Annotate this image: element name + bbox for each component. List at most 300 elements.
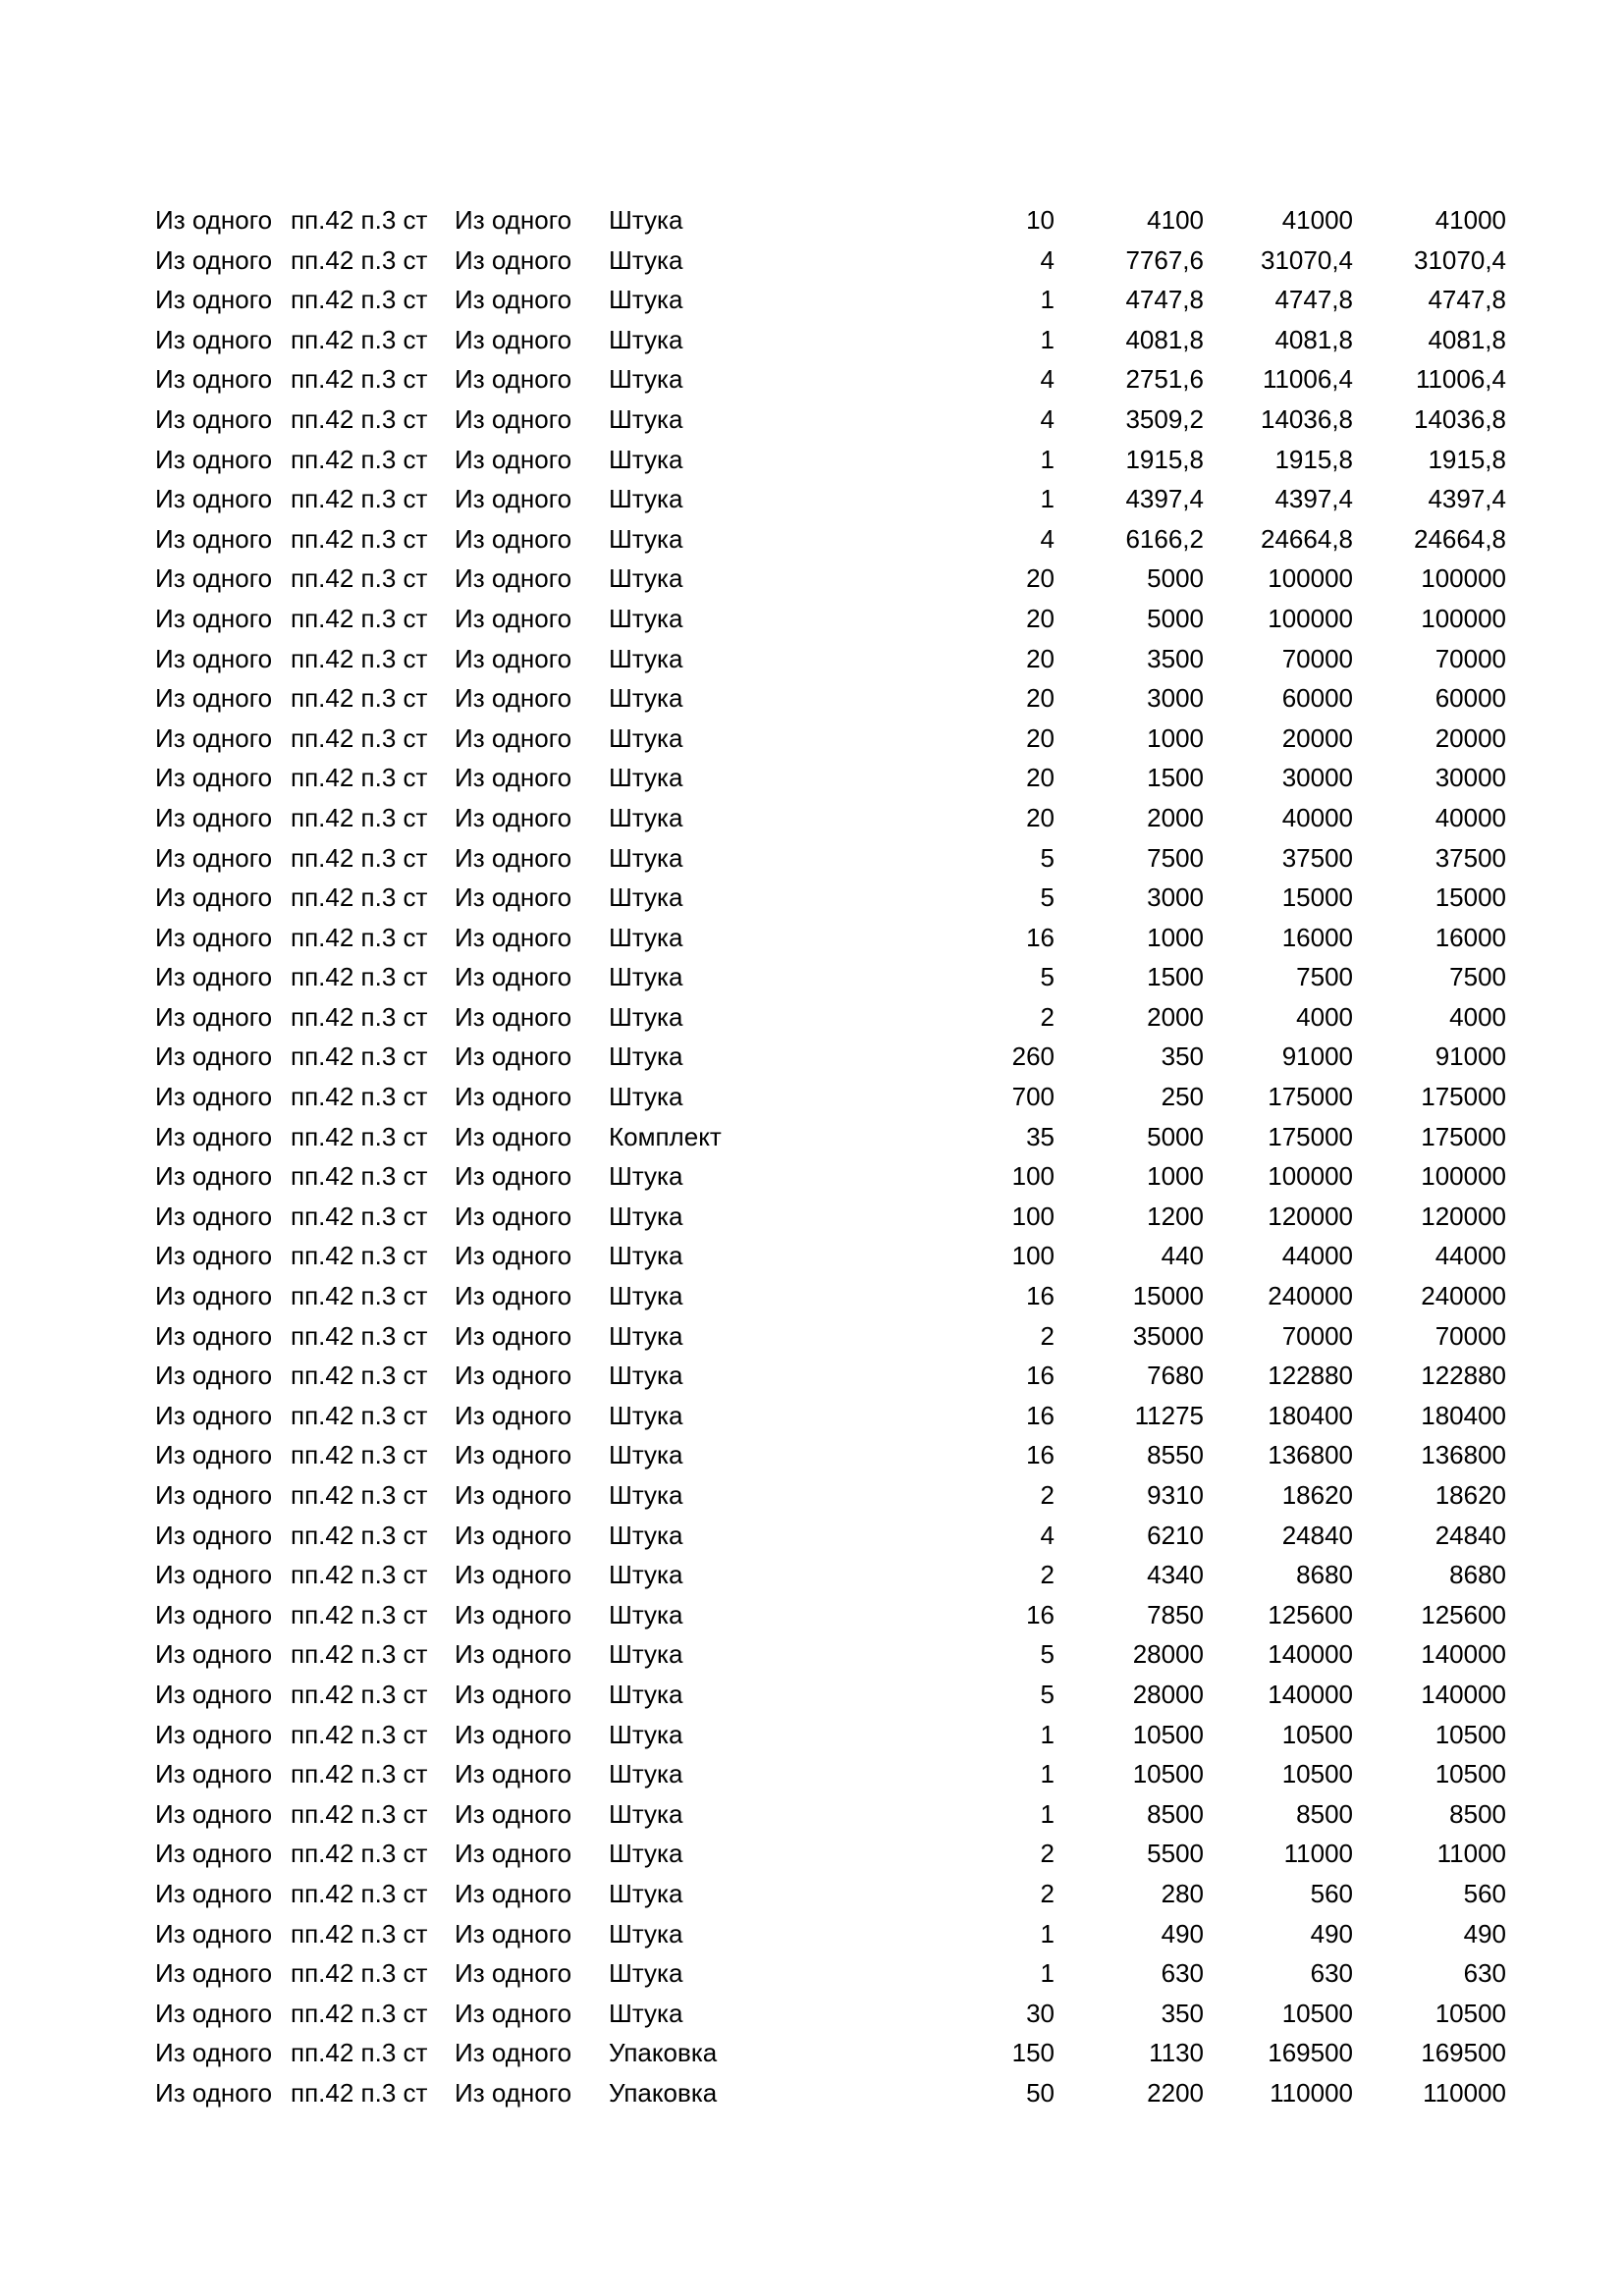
table-row xyxy=(155,1634,1506,1675)
cell-unit-price: 11275 xyxy=(1134,1400,1204,1430)
cell-quantity: 2 xyxy=(1040,1001,1055,1032)
cell-unit: Штука xyxy=(609,1281,683,1311)
cell-supplier-type: Из одного xyxy=(455,802,572,832)
cell-supplier-type: Из одного xyxy=(455,285,572,315)
cell-unit: Штука xyxy=(609,1839,683,1869)
cell-unit: Штука xyxy=(609,1361,683,1391)
cell-amount: 240000 xyxy=(1268,1281,1353,1311)
cell-purchase-method: Из одного xyxy=(155,1161,273,1192)
cell-total: 110000 xyxy=(1423,2077,1506,2108)
cell-supplier-type: Из одного xyxy=(455,1839,572,1869)
cell-quantity: 1 xyxy=(1040,1958,1055,1989)
table-row xyxy=(155,1675,1506,1715)
cell-unit: Штука xyxy=(609,882,683,913)
cell-unit: Штука xyxy=(609,1918,683,1949)
cell-supplier-type: Из одного xyxy=(455,1998,572,2028)
cell-quantity: 5 xyxy=(1040,1639,1055,1670)
cell-purchase-method: Из одного xyxy=(155,1440,273,1470)
cell-unit-price: 5000 xyxy=(1147,603,1204,633)
cell-unit-price: 7500 xyxy=(1147,842,1204,873)
cell-total: 4000 xyxy=(1449,1001,1506,1032)
cell-amount: 8680 xyxy=(1296,1560,1353,1590)
cell-supplier-type: Из одного xyxy=(455,2077,572,2108)
cell-amount: 125600 xyxy=(1268,1599,1353,1629)
cell-purchase-method: Из одного xyxy=(155,1320,273,1351)
cell-unit-price: 350 xyxy=(1161,1998,1204,2028)
cell-legal-basis: пп.42 п.3 ст xyxy=(291,244,428,275)
cell-amount: 4397,4 xyxy=(1274,484,1353,514)
cell-amount: 10500 xyxy=(1281,1998,1353,2028)
cell-amount: 24664,8 xyxy=(1261,523,1353,554)
table-row xyxy=(155,320,1506,360)
cell-purchase-method: Из одного xyxy=(155,962,273,992)
cell-purchase-method: Из одного xyxy=(155,1918,273,1949)
cell-total: 44000 xyxy=(1435,1241,1506,1271)
cell-quantity: 20 xyxy=(1026,802,1055,832)
cell-unit-price: 5500 xyxy=(1147,1839,1204,1869)
cell-unit: Штука xyxy=(609,1480,683,1510)
cell-amount: 175000 xyxy=(1268,1121,1353,1151)
cell-supplier-type: Из одного xyxy=(455,1878,572,1908)
cell-legal-basis: пп.42 п.3 ст xyxy=(291,1281,428,1311)
cell-total: 1915,8 xyxy=(1428,444,1506,474)
cell-purchase-method: Из одного xyxy=(155,643,273,673)
cell-supplier-type: Из одного xyxy=(455,1480,572,1510)
cell-unit: Штука xyxy=(609,1520,683,1550)
cell-unit-price: 630 xyxy=(1161,1958,1204,1989)
cell-unit: Штука xyxy=(609,922,683,952)
cell-total: 100000 xyxy=(1421,603,1506,633)
cell-supplier-type: Из одного xyxy=(455,603,572,633)
cell-purchase-method: Из одного xyxy=(155,484,273,514)
cell-supplier-type: Из одного xyxy=(455,244,572,275)
cell-quantity: 1 xyxy=(1040,285,1055,315)
table-row xyxy=(155,240,1506,281)
cell-quantity: 1 xyxy=(1040,1759,1055,1789)
cell-unit: Штука xyxy=(609,205,683,235)
cell-amount: 1915,8 xyxy=(1274,444,1353,474)
cell-legal-basis: пп.42 п.3 ст xyxy=(291,523,428,554)
cell-purchase-method: Из одного xyxy=(155,1361,273,1391)
table-row xyxy=(155,1834,1506,1874)
table-row xyxy=(155,1754,1506,1794)
cell-amount: 11000 xyxy=(1283,1839,1353,1869)
cell-total: 11000 xyxy=(1436,1839,1506,1869)
cell-legal-basis: пп.42 п.3 ст xyxy=(291,1599,428,1629)
cell-unit-price: 10500 xyxy=(1132,1719,1204,1749)
cell-supplier-type: Из одного xyxy=(455,1440,572,1470)
cell-unit-price: 4100 xyxy=(1147,205,1204,235)
cell-unit: Штука xyxy=(609,603,683,633)
table-row xyxy=(155,918,1506,958)
table-row xyxy=(155,479,1506,519)
cell-unit-price: 8550 xyxy=(1147,1440,1204,1470)
cell-total: 7500 xyxy=(1449,962,1506,992)
cell-purchase-method: Из одного xyxy=(155,683,273,714)
table-row xyxy=(155,1475,1506,1516)
cell-total: 31070,4 xyxy=(1414,244,1506,275)
cell-legal-basis: пп.42 п.3 ст xyxy=(291,1400,428,1430)
cell-quantity: 1 xyxy=(1040,1798,1055,1829)
cell-quantity: 1 xyxy=(1040,444,1055,474)
cell-supplier-type: Из одного xyxy=(455,882,572,913)
cell-amount: 100000 xyxy=(1268,563,1353,594)
cell-amount: 11006,4 xyxy=(1262,364,1353,395)
cell-purchase-method: Из одного xyxy=(155,1998,273,2028)
cell-supplier-type: Из одного xyxy=(455,324,572,354)
cell-amount: 136800 xyxy=(1268,1440,1353,1470)
cell-quantity: 20 xyxy=(1026,643,1055,673)
table-row xyxy=(155,1156,1506,1197)
cell-unit: Штука xyxy=(609,1998,683,2028)
cell-amount: 110000 xyxy=(1270,2077,1353,2108)
cell-unit-price: 3000 xyxy=(1147,882,1204,913)
table-row xyxy=(155,280,1506,320)
cell-purchase-method: Из одного xyxy=(155,722,273,753)
cell-amount: 31070,4 xyxy=(1261,244,1353,275)
cell-unit-price: 3000 xyxy=(1147,683,1204,714)
cell-amount: 4000 xyxy=(1296,1001,1353,1032)
cell-purchase-method: Из одного xyxy=(155,1560,273,1590)
cell-unit-price: 28000 xyxy=(1132,1679,1204,1709)
cell-unit: Штука xyxy=(609,1320,683,1351)
cell-legal-basis: пп.42 п.3 ст xyxy=(291,285,428,315)
cell-unit: Штука xyxy=(609,403,683,434)
cell-total: 70000 xyxy=(1435,1320,1506,1351)
cell-total: 8500 xyxy=(1449,1798,1506,1829)
cell-amount: 100000 xyxy=(1268,603,1353,633)
cell-supplier-type: Из одного xyxy=(455,1520,572,1550)
cell-quantity: 1 xyxy=(1040,484,1055,514)
cell-supplier-type: Из одного xyxy=(455,722,572,753)
cell-total: 11006,4 xyxy=(1415,364,1506,395)
cell-legal-basis: пп.42 п.3 ст xyxy=(291,1161,428,1192)
cell-supplier-type: Из одного xyxy=(455,1719,572,1749)
cell-quantity: 150 xyxy=(1011,2038,1055,2068)
cell-amount: 15000 xyxy=(1281,882,1353,913)
cell-total: 560 xyxy=(1463,1878,1506,1908)
cell-quantity: 100 xyxy=(1011,1161,1055,1192)
table-row xyxy=(155,519,1506,560)
cell-quantity: 100 xyxy=(1011,1201,1055,1231)
cell-legal-basis: пп.42 п.3 ст xyxy=(291,643,428,673)
cell-purchase-method: Из одного xyxy=(155,1520,273,1550)
table-row xyxy=(155,559,1506,599)
cell-purchase-method: Из одного xyxy=(155,364,273,395)
cell-purchase-method: Из одного xyxy=(155,603,273,633)
table-row xyxy=(155,2073,1506,2113)
table-row xyxy=(155,1117,1506,1157)
cell-amount: 40000 xyxy=(1281,802,1353,832)
cell-quantity: 260 xyxy=(1011,1041,1055,1072)
cell-legal-basis: пп.42 п.3 ст xyxy=(291,1440,428,1470)
cell-supplier-type: Из одного xyxy=(455,1041,572,1072)
cell-amount: 70000 xyxy=(1281,1320,1353,1351)
cell-purchase-method: Из одного xyxy=(155,922,273,952)
cell-total: 14036,8 xyxy=(1414,403,1506,434)
table-row xyxy=(155,359,1506,400)
cell-legal-basis: пп.42 п.3 ст xyxy=(291,403,428,434)
cell-unit: Штука xyxy=(609,1639,683,1670)
cell-purchase-method: Из одного xyxy=(155,2038,273,2068)
cell-amount: 37500 xyxy=(1281,842,1353,873)
table-row xyxy=(155,2033,1506,2073)
cell-unit: Штука xyxy=(609,1161,683,1192)
cell-unit: Штука xyxy=(609,683,683,714)
cell-unit-price: 1915,8 xyxy=(1125,444,1204,474)
cell-purchase-method: Из одного xyxy=(155,842,273,873)
cell-total: 24840 xyxy=(1435,1520,1506,1550)
cell-purchase-method: Из одного xyxy=(155,1241,273,1271)
cell-unit: Штука xyxy=(609,1679,683,1709)
cell-legal-basis: пп.42 п.3 ст xyxy=(291,1560,428,1590)
cell-purchase-method: Из одного xyxy=(155,1001,273,1032)
cell-amount: 120000 xyxy=(1268,1201,1353,1231)
cell-unit-price: 1500 xyxy=(1147,763,1204,793)
table-row xyxy=(155,440,1506,480)
cell-unit-price: 1130 xyxy=(1149,2038,1204,2068)
cell-unit-price: 4397,4 xyxy=(1125,484,1204,514)
cell-supplier-type: Из одного xyxy=(455,205,572,235)
cell-unit: Штука xyxy=(609,1082,683,1112)
cell-unit-price: 250 xyxy=(1161,1082,1204,1112)
cell-unit-price: 1000 xyxy=(1147,1161,1204,1192)
cell-supplier-type: Из одного xyxy=(455,1918,572,1949)
cell-purchase-method: Из одного xyxy=(155,205,273,235)
cell-purchase-method: Из одного xyxy=(155,1798,273,1829)
cell-total: 41000 xyxy=(1435,205,1506,235)
cell-supplier-type: Из одного xyxy=(455,1082,572,1112)
cell-purchase-method: Из одного xyxy=(155,324,273,354)
table-row xyxy=(155,997,1506,1038)
cell-supplier-type: Из одного xyxy=(455,403,572,434)
cell-unit: Штука xyxy=(609,1560,683,1590)
cell-unit: Упаковка xyxy=(609,2077,718,2108)
cell-unit-price: 1000 xyxy=(1147,722,1204,753)
cell-quantity: 100 xyxy=(1011,1241,1055,1271)
cell-unit: Штука xyxy=(609,763,683,793)
cell-supplier-type: Из одного xyxy=(455,1798,572,1829)
cell-quantity: 5 xyxy=(1040,962,1055,992)
cell-unit-price: 10500 xyxy=(1132,1759,1204,1789)
cell-total: 630 xyxy=(1463,1958,1506,1989)
cell-purchase-method: Из одного xyxy=(155,1041,273,1072)
cell-amount: 70000 xyxy=(1281,643,1353,673)
cell-legal-basis: пп.42 п.3 ст xyxy=(291,1520,428,1550)
cell-total: 20000 xyxy=(1435,722,1506,753)
cell-supplier-type: Из одного xyxy=(455,1241,572,1271)
cell-total: 10500 xyxy=(1435,1998,1506,2028)
cell-supplier-type: Из одного xyxy=(455,1560,572,1590)
table-row xyxy=(155,1874,1506,1914)
table-row xyxy=(155,1914,1506,1954)
cell-purchase-method: Из одного xyxy=(155,1599,273,1629)
cell-amount: 20000 xyxy=(1281,722,1353,753)
cell-unit: Упаковка xyxy=(609,2038,718,2068)
cell-unit-price: 35000 xyxy=(1132,1320,1204,1351)
cell-purchase-method: Из одного xyxy=(155,563,273,594)
cell-quantity: 16 xyxy=(1026,1440,1055,1470)
cell-purchase-method: Из одного xyxy=(155,244,273,275)
cell-amount: 24840 xyxy=(1281,1520,1353,1550)
cell-total: 16000 xyxy=(1435,922,1506,952)
cell-purchase-method: Из одного xyxy=(155,882,273,913)
cell-purchase-method: Из одного xyxy=(155,1679,273,1709)
cell-purchase-method: Из одного xyxy=(155,1281,273,1311)
cell-amount: 60000 xyxy=(1281,683,1353,714)
cell-unit-price: 6166,2 xyxy=(1125,523,1204,554)
cell-quantity: 10 xyxy=(1026,205,1055,235)
cell-unit: Штука xyxy=(609,285,683,315)
cell-purchase-method: Из одного xyxy=(155,1082,273,1112)
cell-quantity: 1 xyxy=(1040,1719,1055,1749)
table-row xyxy=(155,1236,1506,1276)
data-table xyxy=(155,200,1506,2113)
cell-legal-basis: пп.42 п.3 ст xyxy=(291,1241,428,1271)
cell-amount: 4747,8 xyxy=(1274,285,1353,315)
cell-purchase-method: Из одного xyxy=(155,1719,273,1749)
cell-total: 40000 xyxy=(1435,802,1506,832)
cell-supplier-type: Из одного xyxy=(455,683,572,714)
cell-legal-basis: пп.42 п.3 ст xyxy=(291,1082,428,1112)
cell-amount: 175000 xyxy=(1268,1082,1353,1112)
table-row xyxy=(155,599,1506,639)
cell-supplier-type: Из одного xyxy=(455,1320,572,1351)
cell-unit: Штука xyxy=(609,643,683,673)
cell-legal-basis: пп.42 п.3 ст xyxy=(291,563,428,594)
cell-total: 240000 xyxy=(1421,1281,1506,1311)
cell-quantity: 16 xyxy=(1026,1400,1055,1430)
cell-unit: Штука xyxy=(609,484,683,514)
cell-legal-basis: пп.42 п.3 ст xyxy=(291,1918,428,1949)
cell-unit-price: 4081,8 xyxy=(1125,324,1204,354)
cell-supplier-type: Из одного xyxy=(455,563,572,594)
cell-legal-basis: пп.42 п.3 ст xyxy=(291,1958,428,1989)
cell-supplier-type: Из одного xyxy=(455,1001,572,1032)
cell-legal-basis: пп.42 п.3 ст xyxy=(291,1320,428,1351)
cell-purchase-method: Из одного xyxy=(155,1400,273,1430)
cell-quantity: 2 xyxy=(1040,1480,1055,1510)
cell-supplier-type: Из одного xyxy=(455,1679,572,1709)
cell-amount: 10500 xyxy=(1281,1719,1353,1749)
cell-unit-price: 8500 xyxy=(1147,1798,1204,1829)
cell-legal-basis: пп.42 п.3 ст xyxy=(291,2038,428,2068)
cell-supplier-type: Из одного xyxy=(455,643,572,673)
cell-supplier-type: Из одного xyxy=(455,1958,572,1989)
table-row xyxy=(155,957,1506,997)
cell-unit: Штука xyxy=(609,802,683,832)
cell-unit-price: 28000 xyxy=(1132,1639,1204,1670)
cell-amount: 100000 xyxy=(1268,1161,1353,1192)
cell-amount: 560 xyxy=(1310,1878,1353,1908)
table-row xyxy=(155,838,1506,879)
cell-quantity: 1 xyxy=(1040,324,1055,354)
cell-unit-price: 1200 xyxy=(1147,1201,1204,1231)
cell-legal-basis: пп.42 п.3 ст xyxy=(291,1839,428,1869)
cell-unit-price: 15000 xyxy=(1132,1281,1204,1311)
cell-total: 15000 xyxy=(1435,882,1506,913)
table-row xyxy=(155,719,1506,759)
cell-legal-basis: пп.42 п.3 ст xyxy=(291,962,428,992)
cell-total: 37500 xyxy=(1435,842,1506,873)
cell-quantity: 16 xyxy=(1026,1599,1055,1629)
cell-legal-basis: пп.42 п.3 ст xyxy=(291,683,428,714)
cell-legal-basis: пп.42 п.3 ст xyxy=(291,1480,428,1510)
cell-total: 30000 xyxy=(1435,763,1506,793)
table-row xyxy=(155,1077,1506,1117)
cell-unit: Штука xyxy=(609,1400,683,1430)
cell-quantity: 2 xyxy=(1040,1878,1055,1908)
cell-purchase-method: Из одного xyxy=(155,1958,273,1989)
table-row xyxy=(155,1356,1506,1396)
cell-unit-price: 490 xyxy=(1161,1918,1204,1949)
cell-legal-basis: пп.42 п.3 ст xyxy=(291,1001,428,1032)
table-row xyxy=(155,1316,1506,1357)
cell-purchase-method: Из одного xyxy=(155,1759,273,1789)
cell-supplier-type: Из одного xyxy=(455,1161,572,1192)
cell-unit: Штука xyxy=(609,962,683,992)
cell-amount: 30000 xyxy=(1281,763,1353,793)
cell-total: 120000 xyxy=(1421,1201,1506,1231)
cell-total: 10500 xyxy=(1435,1719,1506,1749)
cell-quantity: 5 xyxy=(1040,1679,1055,1709)
cell-legal-basis: пп.42 п.3 ст xyxy=(291,1041,428,1072)
cell-quantity: 16 xyxy=(1026,1361,1055,1391)
cell-unit: Штука xyxy=(609,1440,683,1470)
cell-unit: Штука xyxy=(609,1041,683,1072)
cell-supplier-type: Из одного xyxy=(455,1121,572,1151)
cell-unit: Штука xyxy=(609,722,683,753)
cell-purchase-method: Из одного xyxy=(155,1201,273,1231)
cell-total: 70000 xyxy=(1435,643,1506,673)
cell-amount: 10500 xyxy=(1281,1759,1353,1789)
cell-unit-price: 2000 xyxy=(1147,1001,1204,1032)
cell-quantity: 20 xyxy=(1026,763,1055,793)
cell-purchase-method: Из одного xyxy=(155,763,273,793)
cell-purchase-method: Из одного xyxy=(155,403,273,434)
cell-supplier-type: Из одного xyxy=(455,962,572,992)
cell-quantity: 20 xyxy=(1026,563,1055,594)
cell-total: 4747,8 xyxy=(1428,285,1506,315)
cell-quantity: 4 xyxy=(1040,403,1055,434)
cell-unit: Штука xyxy=(609,1201,683,1231)
table-row xyxy=(155,1276,1506,1316)
cell-quantity: 700 xyxy=(1011,1082,1055,1112)
cell-total: 8680 xyxy=(1449,1560,1506,1590)
cell-supplier-type: Из одного xyxy=(455,444,572,474)
cell-legal-basis: пп.42 п.3 ст xyxy=(291,802,428,832)
cell-legal-basis: пп.42 п.3 ст xyxy=(291,1998,428,2028)
cell-quantity: 16 xyxy=(1026,922,1055,952)
cell-quantity: 16 xyxy=(1026,1281,1055,1311)
cell-total: 122880 xyxy=(1421,1361,1506,1391)
cell-total: 4397,4 xyxy=(1428,484,1506,514)
cell-unit-price: 350 xyxy=(1161,1041,1204,1072)
table-row xyxy=(155,758,1506,798)
cell-total: 60000 xyxy=(1435,683,1506,714)
cell-unit: Штука xyxy=(609,1958,683,1989)
cell-amount: 122880 xyxy=(1268,1361,1353,1391)
cell-purchase-method: Из одного xyxy=(155,1878,273,1908)
cell-unit-price: 5000 xyxy=(1147,1121,1204,1151)
cell-unit: Штука xyxy=(609,324,683,354)
cell-purchase-method: Из одного xyxy=(155,802,273,832)
cell-supplier-type: Из одного xyxy=(455,364,572,395)
table-row xyxy=(155,639,1506,679)
cell-unit-price: 440 xyxy=(1161,1241,1204,1271)
cell-legal-basis: пп.42 п.3 ст xyxy=(291,1679,428,1709)
cell-purchase-method: Из одного xyxy=(155,1121,273,1151)
